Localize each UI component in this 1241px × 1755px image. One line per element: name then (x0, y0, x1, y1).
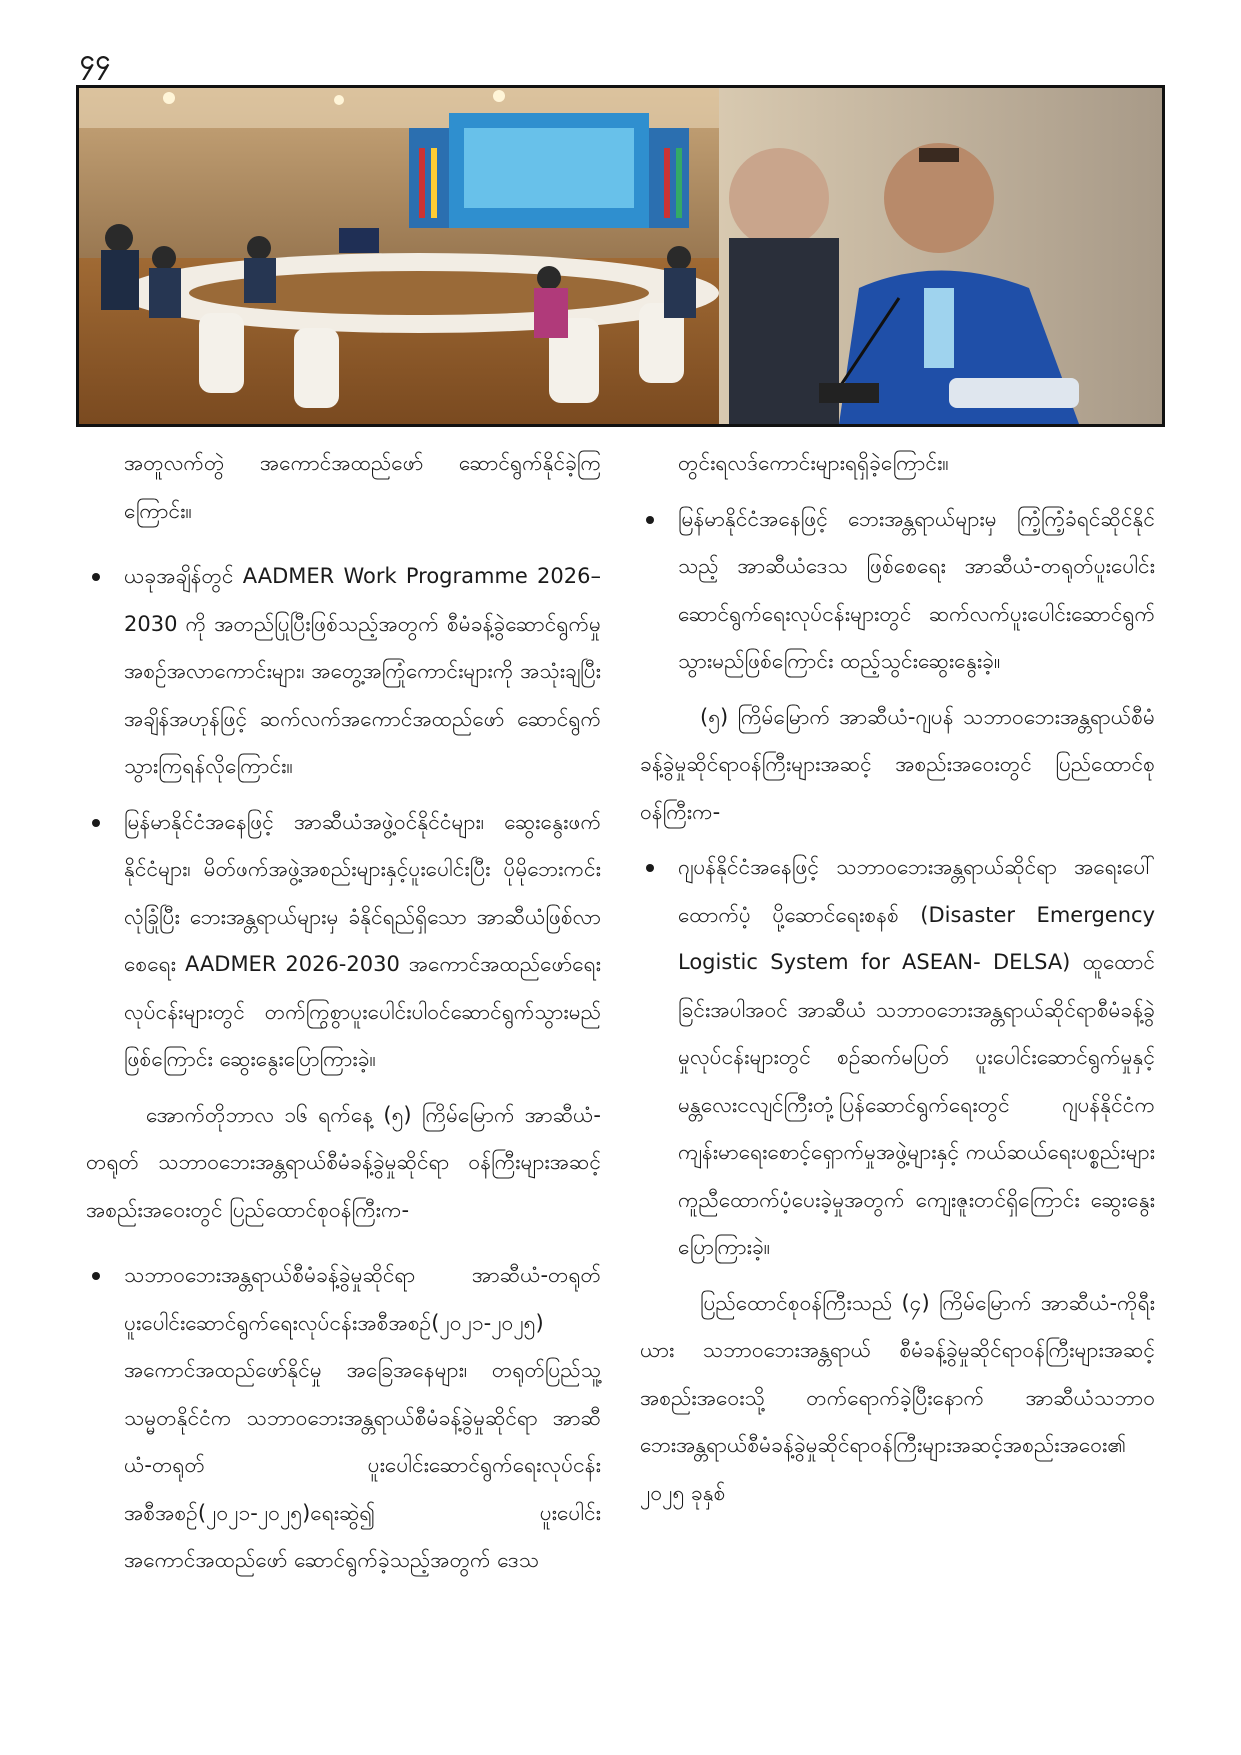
list-item-text: သဘာဝဘေးအန္တရာယ်စီမံခန့်ခွဲမှုဆိုင်ရာ အာဆီယံ-တရုတ်ပူးပေါင်းဆောင်ရွက်ရေးလုပ်ငန်းအစီအစဉ်(၂၀၂၁-၂၀၂၅) အကောင်အထည်ဖော်နိုင်မှု အခြေအနေများ၊ တရုတ်ပြည်သူ့သမ္မတနိုင်ငံက သဘာဝဘေးအန္တရာယ်စီမံခန့်ခွဲမှုဆိုင်ရာ အာဆီယံ-တရုတ် ပူးပေါင်းဆောင်ရွက်ရေးလုပ်ငန်းအစီအစဉ်(၂၀၂၁-၂၀၂၅)ရေးဆွဲ၍ ပူးပေါင်းအကောင်အထည်ဖော် ဆောင်ရွက်ခဲ့သည့်အတွက် ဒေသ (124, 1263, 601, 1572)
list-item-text: ဂျပန်နိုင်ငံအနေဖြင့် သဘာဝဘေးအန္တရာယ်ဆိုင်ရာ အရေးပေါ်ထောက်ပံ့ ပို့ဆောင်ရေးစနစ် (Disaster Emergency Logistic System for ASEAN- DELSA) ထူထောင်ခြင်းအပါအဝင် အာဆီယံ သဘာဝဘေးအန္တရာယ်ဆိုင်ရာစီမံခန့်ခွဲမှုလုပ်ငန်းများတွင် စဉ်ဆက်မပြတ် ပူးပေါင်းဆောင်ရွက်မှုနှင့် မန္တလေးငလျင်ကြီးတုံ့ပြန်ဆောင်ရွက်ရေးတွင် ဂျပန်နိုင်ငံက ကျန်းမာရေးစောင့်ရှောက်မှုအဖွဲ့များနှင့် ကယ်ဆယ်ရေးပစ္စည်းများကူညီထောက်ပံ့ပေးခဲ့မှုအတွက် ကျေးဇူးတင်ရှိကြောင်း ဆွေးနွေးပြောကြားခဲ့။ (678, 855, 1155, 1259)
conference-photo-icon (79, 88, 1162, 424)
page-number: ၄၄ (80, 45, 112, 75)
paragraph: ပြည်ထောင်စုဝန်ကြီးသည် (၄) ကြိမ်မြောက် အာဆီယံ-ကိုရီးယား သဘာဝဘေးအန္တရာယ် စီမံခန့်ခွဲမှုဆိုင်ရာဝန်ကြီးများအဆင့် အစည်းအဝေးသို့ တက်ရောက်ခဲ့ပြီးနောက် အာဆီယံသဘာဝဘေးအန္တရာယ်စီမံခန့်ခွဲမှုဆိုင်ရာဝန်ကြီးများအဆင့်အစည်းအဝေး၏ ၂၀၂၅ ခုနှစ် (640, 1290, 1155, 1505)
list-item-text: ယခုအချိန်တွင် AADMER Work Programme 2026–2030 ကို အတည်ပြုပြီးဖြစ်သည့်အတွက် စီမံခန့်ခွဲဆောင်ရွက်မှု အစဉ်အလာကောင်းများ၊ အတွေ့အကြုံကောင်းများကို အသုံးချပြီး အချိန်အဟုန်ဖြင့် ဆက်လက်အကောင်အထည်ဖော် ဆောင်ရွက်သွားကြရန်လိုကြောင်း။ (124, 564, 601, 778)
list-item (86, 553, 601, 791)
bullet-icon (92, 819, 100, 827)
list-item-text: မြန်မာနိုင်ငံအနေဖြင့် ဘေးအန္တရာယ်များမှ ကြံ့ကြံ့ခံရင်ဆိုင်နိုင်သည့် အာဆီယံဒေသ ဖြစ်စေရေး အာဆီယံ-တရုတ်ပူးပေါင်းဆောင်ရွက်ရေးလုပ်ငန်းများတွင် ဆက်လက်ပူးပေါင်းဆောင်ရွက်သွားမည်ဖြစ်ကြောင်း ထည့်သွင်းဆွေးနွေးခဲ့။ (678, 506, 1155, 673)
bullet-icon (646, 516, 654, 524)
left-column (86, 440, 601, 1593)
list-item (640, 496, 1155, 686)
list-item (86, 1252, 601, 1585)
bullet-icon (92, 573, 100, 581)
left-continuation: အတူလက်တွဲ အကောင်အထည်ဖော် ဆောင်ရွက်နိုင်ခဲ့ကြကြောင်း။ (124, 451, 601, 523)
right-column (640, 440, 1155, 1517)
bullet-icon (92, 1272, 100, 1280)
paragraph: (၅) ကြိမ်မြောက် အာဆီယံ-ဂျပန် သဘာဝဘေးအန္တရာယ်စီမံခန့်ခွဲမှုဆိုင်ရာဝန်ကြီးများအဆင့် အစည်းအဝေးတွင် ပြည်ထောင်စုဝန်ကြီးက- (640, 704, 1155, 824)
list-item (86, 799, 601, 1084)
bullet-icon (646, 864, 654, 872)
conference-photo (76, 85, 1165, 427)
list-item (640, 844, 1155, 1272)
right-continuation: တွင်းရလဒ်ကောင်းများရရှိခဲ့ကြောင်း။ (678, 451, 949, 475)
paragraph: အောက်တိုဘာလ ၁၆ ရက်နေ့ (၅) ကြိမ်မြောက် အာဆီယံ-တရုတ် သဘာဝဘေးအန္တရာယ်စီမံခန့်ခွဲမှုဆိုင်ရာ ဝန်ကြီးများအဆင့်အစည်းအဝေးတွင် ပြည်ထောင်စုဝန်ကြီးက- (86, 1102, 601, 1222)
list-item-text: မြန်မာနိုင်ငံအနေဖြင့် အာဆီယံအဖွဲ့ဝင်နိုင်ငံများ၊ ဆွေးနွေးဖက်နိုင်ငံများ၊ မိတ်ဖက်အဖွဲ့အစည်းများနှင့်ပူးပေါင်းပြီး ပိုမိုဘေးကင်းလုံခြုံပြီး ဘေးအန္တရာယ်များမှ ခံနိုင်ရည်ရှိသော အာဆီယံဖြစ်လာစေရေး AADMER 2026-2030 အကောင်အထည်ဖော်ရေးလုပ်ငန်းများတွင် တက်ကြွစွာပူးပေါင်းပါဝင်ဆောင်ရွက်သွားမည်ဖြစ်ကြောင်း ဆွေးနွေးပြောကြားခဲ့။ (124, 809, 601, 1071)
